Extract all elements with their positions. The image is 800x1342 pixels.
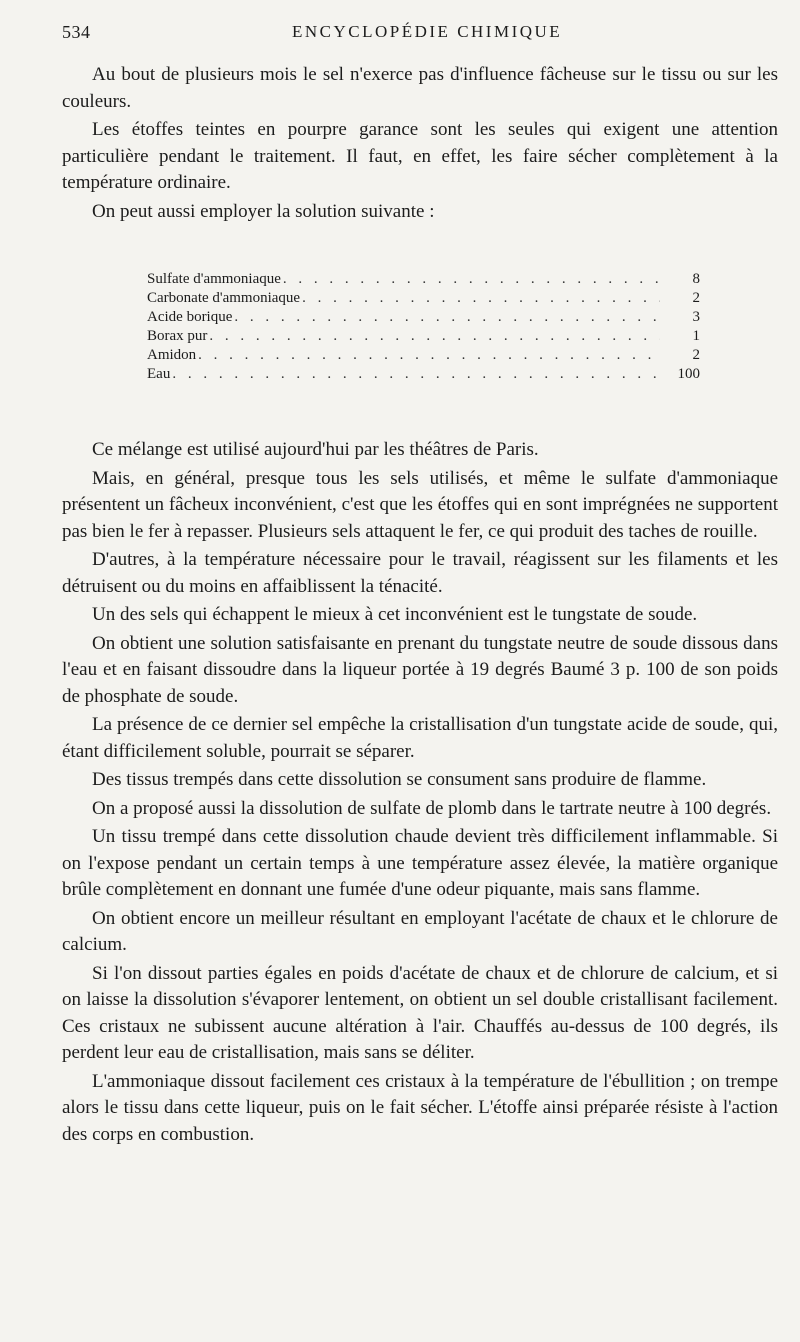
paragraph: L'ammoniaque dissout facilement ces cristaux à la température de l'ébullition ; on trempe alors le tissu dans cette liqueur, puis on le fait sécher. L'étoffe ainsi préparée résiste à l'action des corps en combustion.: [62, 1070, 778, 1145]
ingredient-quantity: 1: [692, 328, 700, 344]
text-block-top: [62, 62, 778, 227]
recipe-row: [147, 346, 700, 365]
recipe-row: [147, 308, 700, 327]
paragraph: Au bout de plusieurs mois le sel n'exerce pas d'influence fâcheuse sur le tissu ou sur les couleurs.: [62, 64, 778, 112]
leader-dots: [283, 270, 660, 289]
paragraph: On a proposé aussi la dissolution de sulfate de plomb dans le tartrate neutre à 100 degrés.: [92, 797, 772, 819]
leader-dots: [234, 308, 660, 327]
paragraph: Si l'on dissout parties égales en poids d'acétate de chaux et de chlorure de calcium, et si on laisse la dissolution s'évaporer lentement, on obtient un sel double cristallisant facilement. Ces cristaux ne subissent aucune altération à l'air. Chauffés au-dessus de 100 degrés, ils perdent leur eau de cristallisation, mais sans se déliter.: [62, 962, 778, 1063]
recipe-row: [147, 327, 700, 346]
paragraph: D'autres, à la température nécessaire pour le travail, réagissent sur les filaments et les détruisent ou du moins en affaiblissent la ténacité.: [62, 549, 778, 597]
recipe-row: [147, 365, 700, 384]
paragraph: On obtient encore un meilleur résultant en employant l'acétate de chaux et le chlorure de calcium.: [62, 907, 778, 955]
ingredient-quantity: 3: [692, 309, 700, 325]
paragraph: Un des sels qui échappent le mieux à cet inconvénient est le tungstate de soude.: [92, 604, 698, 625]
recipe-row: [147, 270, 700, 289]
paragraph: Un tissu trempé dans cette dissolution chaude devient très difficilement inflammable. Si on l'expose pendant un certain temps à une température assez élevée, la matière organique brûle complètement en donnant une fumée d'une odeur piquante, mais sans flamme.: [62, 826, 778, 900]
ingredient-name: Acide borique: [147, 309, 233, 325]
text-block-bottom: [62, 437, 778, 1150]
paragraph: Mais, en général, presque tous les sels utilisés, et même le sulfate d'ammoniaque présentent un fâcheux inconvénient, c'est que les étoffes qui en sont imprégnées ne supportent pas bien le fer à repasser. Plusieurs sels attaquent le fer, ce qui produit des taches de rouille.: [62, 467, 778, 542]
ingredient-name: Amidon: [147, 347, 197, 363]
ingredient-name: Carbonate d'ammoniaque: [147, 290, 301, 306]
paragraph: Des tissus trempés dans cette dissolution se consument sans produire de flamme.: [92, 769, 707, 790]
paragraph: Les étoffes teintes en pourpre garance sont les seules qui exigent une attention particulière pendant le traitement. Il faut, en effet, les faire sécher complètement à la température ordinaire.: [62, 119, 778, 193]
ingredient-quantity: 100: [677, 366, 700, 382]
ingredient-name: Eau: [147, 366, 171, 382]
ingredient-quantity: 2: [692, 290, 700, 306]
ingredient-name: Borax pur: [147, 328, 208, 344]
paragraph: Ce mélange est utilisé aujourd'hui par les théâtres de Paris.: [92, 439, 539, 460]
paragraph: La présence de ce dernier sel empêche la cristallisation d'un tungstate acide de soude, qui, étant difficilement soluble, pourrait se séparer.: [62, 714, 778, 762]
leader-dots: [198, 346, 660, 365]
leader-dots: [209, 327, 660, 346]
leader-dots: [172, 365, 660, 384]
page-header: [62, 22, 762, 46]
recipe-row: [147, 289, 700, 308]
page-number: 534: [62, 22, 91, 42]
paragraph: On peut aussi employer la solution suivante :: [92, 200, 435, 222]
recipe-table: [147, 270, 700, 384]
ingredient-quantity: 2: [692, 347, 700, 363]
ingredient-quantity: 8: [692, 271, 700, 287]
paragraph: On obtient une solution satisfaisante en prenant du tungstate neutre de soude dissous dans l'eau et en faisant dissoudre dans la liqueur portée à 19 degrés Baumé 3 p. 100 de son poids de phosphate de soude.: [62, 632, 778, 707]
leader-dots: [302, 289, 660, 308]
ingredient-name: Sulfate d'ammoniaque: [147, 271, 281, 287]
running-title: ENCYCLOPÉDIE CHIMIQUE: [292, 22, 563, 41]
